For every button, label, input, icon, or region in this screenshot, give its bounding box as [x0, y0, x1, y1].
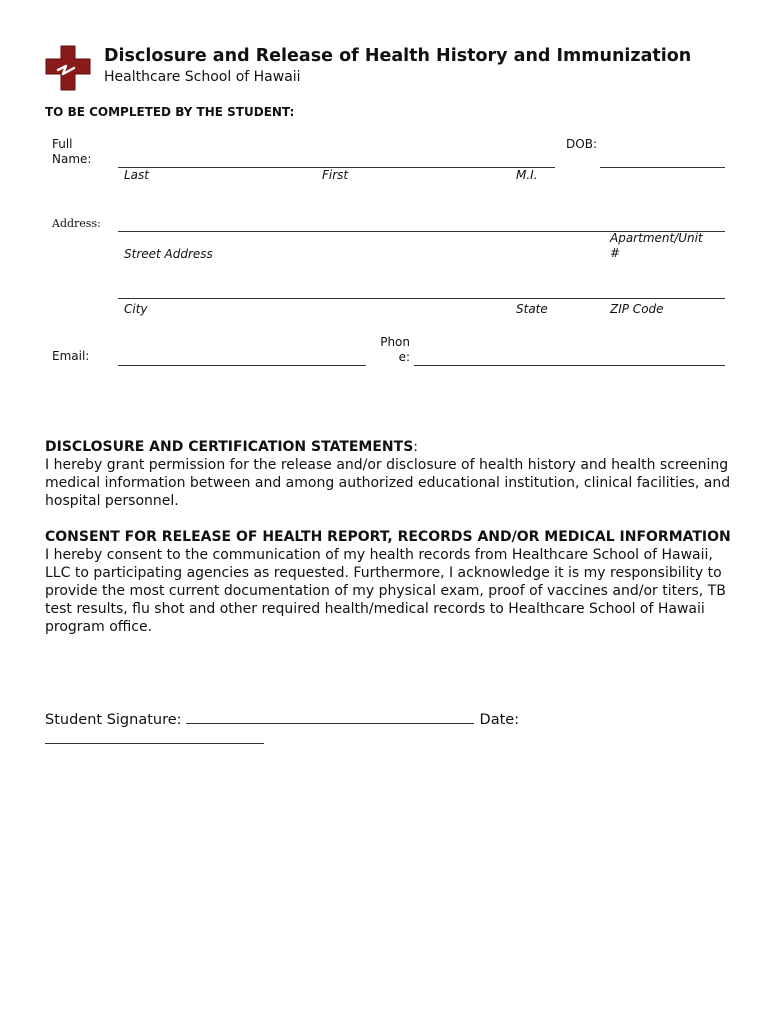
consent-heading: CONSENT FOR RELEASE OF HEALTH REPORT, RECORDS AND/OR MEDICAL INFORMATION — [45, 529, 731, 545]
state-caption: State — [516, 302, 548, 316]
middle-initial-caption: M.I. — [516, 168, 538, 182]
signature-label: Student Signature: — [45, 712, 182, 728]
address-label: Address: — [52, 217, 101, 230]
email-field[interactable] — [118, 365, 366, 366]
dob-label: DOB: — [566, 137, 597, 151]
school-name: Healthcare School of Hawaii — [104, 69, 301, 85]
first-name-caption: First — [322, 168, 349, 182]
date-label: Date: — [479, 712, 520, 728]
last-name-caption: Last — [124, 168, 149, 182]
email-label: Email: — [52, 349, 90, 363]
student-section-heading: TO BE COMPLETED BY THE STUDENT: — [45, 105, 295, 119]
document-title: Disclosure and Release of Health History and Immunization — [104, 46, 692, 66]
disclosure-body: I hereby grant permission for the release and/or disclosure of health history and health screening medical information between and among authorized educational institution, clinical facilities, and hospital personnel. — [45, 457, 731, 509]
phone-field[interactable] — [414, 365, 725, 366]
consent-body: I hereby consent to the communication of my health records from Healthcare School of Hawaii, LLC to participating agencies as requested. Furthermore, I acknowledge it is my responsibility to provide the most current documentation of my physical exam, proof of vaccines and/or titers, TB test results, flu shot and other required health/medical records to Healthcare School of Hawaii program office. — [45, 547, 726, 635]
signature-row — [45, 709, 519, 728]
signature-field[interactable] — [186, 709, 474, 724]
city-state-zip-field[interactable] — [118, 298, 725, 299]
date-field[interactable] — [45, 743, 264, 744]
apartment-caption: Apartment/Unit # — [610, 231, 703, 260]
school-logo — [44, 44, 92, 92]
dob-field[interactable] — [600, 167, 725, 168]
city-caption: City — [124, 302, 148, 316]
phone-label: Phone: — [380, 335, 410, 364]
disclosure-section — [45, 438, 735, 510]
consent-section — [45, 528, 735, 636]
street-address-caption: Street Address — [124, 247, 213, 261]
disclosure-heading-colon: : — [413, 439, 418, 455]
full-name-label: Full Name: — [52, 137, 92, 166]
disclosure-heading: DISCLOSURE AND CERTIFICATION STATEMENTS — [45, 439, 414, 455]
zip-caption: ZIP Code — [610, 302, 664, 316]
